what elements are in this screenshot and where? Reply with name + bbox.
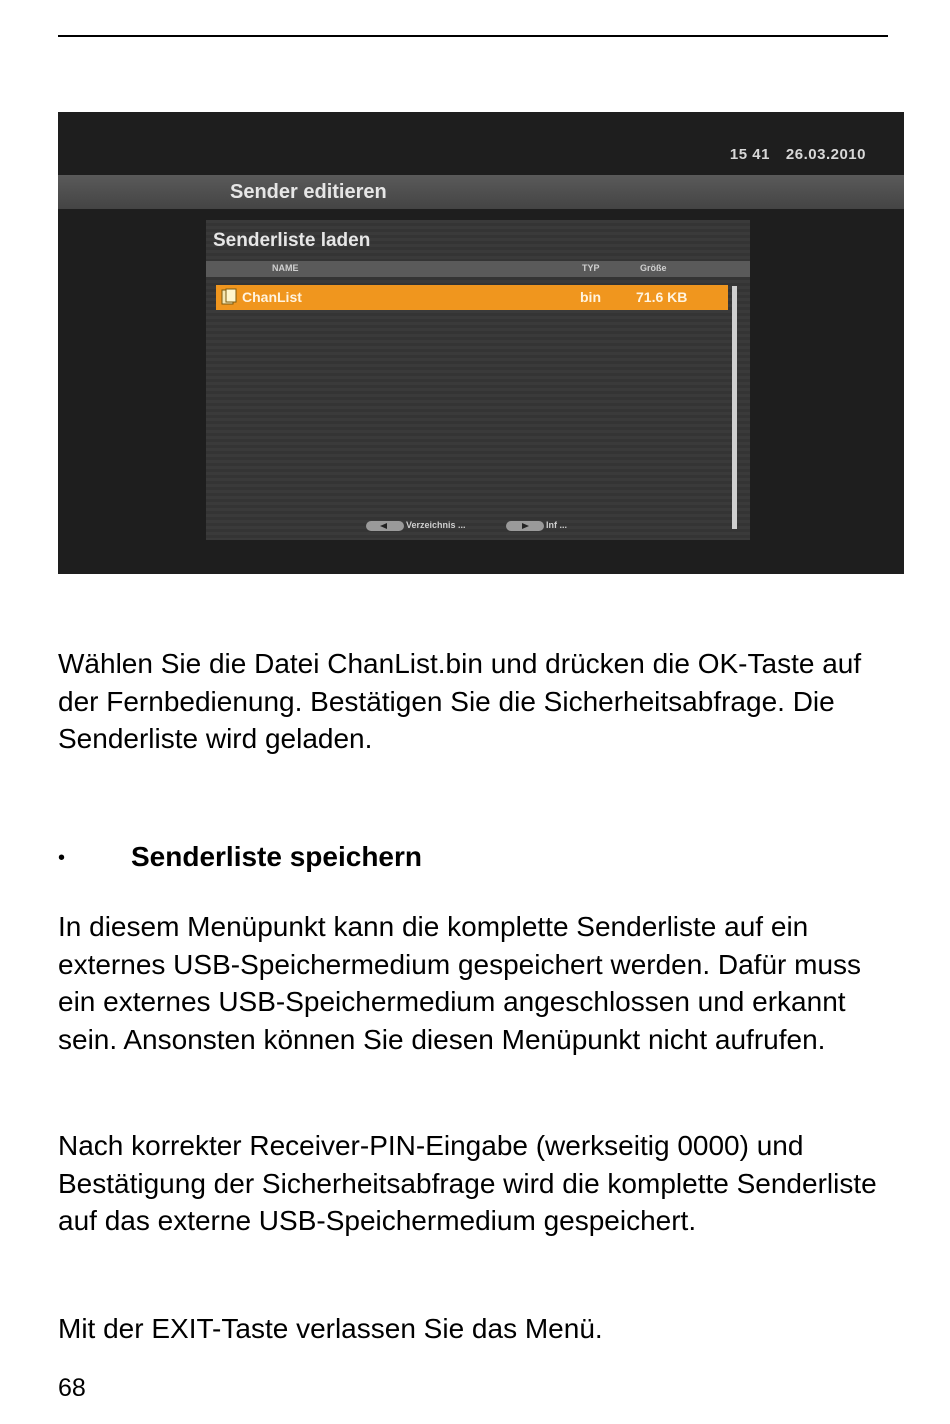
file-size: 71.6 KB bbox=[636, 289, 688, 305]
footer-right[interactable] bbox=[506, 520, 567, 531]
menu-title: Sender editieren bbox=[230, 181, 387, 203]
paragraph-1: In diesem Menüpunkt kann die komplette Senderliste auf ein externes USB-Speichermedium gespeichert werden. Dafür muss ein externes USB-Speichermedium angeschlossen und erkannt sein. Ansonsten können Sie diesen Menüpunkt nicht aufrufen. bbox=[58, 911, 862, 1055]
column-name: NAME bbox=[272, 263, 299, 273]
clock bbox=[730, 146, 866, 163]
intro-paragraph: Wählen Sie die Datei ChanList.bin und drücken die OK-Taste auf der Fernbedienung. Bestätigen Sie die Sicherheitsabfrage. Die Senderliste wird geladen. bbox=[58, 648, 862, 754]
file-type: bin bbox=[580, 289, 601, 305]
paragraph-2: Nach korrekter Receiver-PIN-Eingabe (werkseitig 0000) und Bestätigung der Sicherheitsabfrage wird die komplette Senderliste auf das externe USB-Speichermedium gespeichert. bbox=[58, 1130, 877, 1236]
paragraph-3: Mit der EXIT-Taste verlassen Sie das Menü. bbox=[58, 1313, 603, 1344]
clock-date: 26.03.2010 bbox=[785, 146, 866, 163]
file-icon bbox=[220, 288, 238, 306]
file-name: ChanList bbox=[242, 289, 302, 305]
footer-right-label: Inf ... bbox=[546, 520, 567, 530]
top-rule bbox=[58, 35, 888, 37]
section-heading: Senderliste speichern bbox=[131, 841, 423, 872]
right-arrow-icon bbox=[506, 521, 544, 531]
footer-left-label: Verzeichnis ... bbox=[406, 520, 466, 530]
scrollbar[interactable] bbox=[732, 286, 737, 529]
clock-time: 15 41 bbox=[729, 146, 770, 163]
file-row-selected[interactable] bbox=[216, 285, 728, 310]
file-dialog bbox=[206, 220, 750, 540]
column-header bbox=[206, 261, 750, 277]
dialog-title: Senderliste laden bbox=[213, 230, 371, 251]
column-type: TYP bbox=[582, 263, 600, 273]
tv-screenshot bbox=[58, 112, 904, 574]
page-number: 68 bbox=[58, 1374, 86, 1402]
left-arrow-icon bbox=[366, 521, 404, 531]
footer-left[interactable] bbox=[366, 520, 466, 531]
menu-header bbox=[58, 175, 904, 209]
bullet: • bbox=[58, 847, 66, 869]
column-size: Größe bbox=[640, 263, 667, 273]
